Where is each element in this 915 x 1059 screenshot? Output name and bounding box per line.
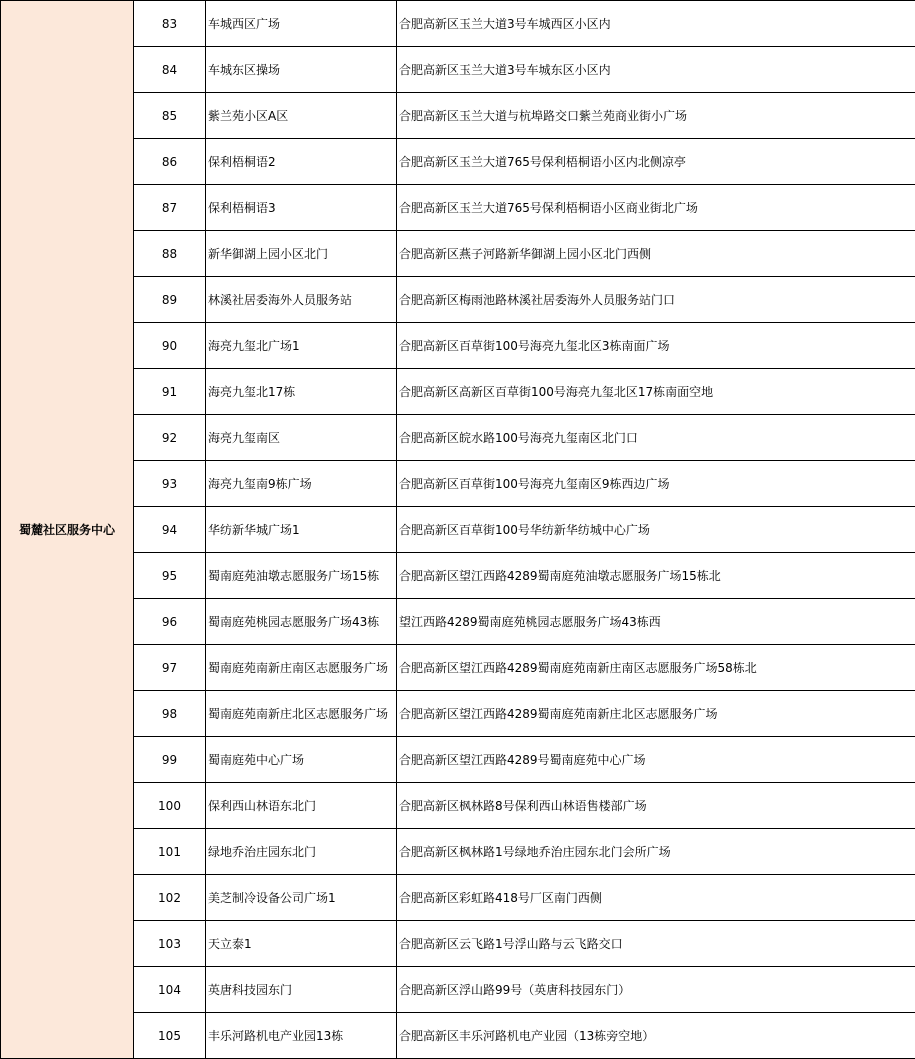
site-name: 蜀南庭苑中心广场 [206,737,397,783]
table-row [1,875,915,921]
row-number: 91 [134,369,206,415]
table-row [1,921,915,967]
row-number: 105 [134,1013,206,1059]
site-address: 合肥高新区望江西路4289蜀南庭苑南新庄南区志愿服务广场58栋北 [397,645,915,691]
site-name: 保利梧桐语3 [206,185,397,231]
row-number: 84 [134,47,206,93]
table-row [1,139,915,185]
row-number: 99 [134,737,206,783]
table-row [1,1,915,47]
table-row [1,461,915,507]
site-name: 美芝制冷设备公司广场1 [206,875,397,921]
row-number: 102 [134,875,206,921]
row-number: 95 [134,553,206,599]
table-row [1,783,915,829]
table-row [1,691,915,737]
row-number: 97 [134,645,206,691]
site-address: 合肥高新区玉兰大道765号保利梧桐语小区内北侧凉亭 [397,139,915,185]
site-address: 合肥高新区彩虹路418号厂区南门西侧 [397,875,915,921]
row-number: 89 [134,277,206,323]
site-address: 合肥高新区百草街100号海亮九玺北区3栋南面广场 [397,323,915,369]
row-number: 92 [134,415,206,461]
row-number: 85 [134,93,206,139]
site-address: 合肥高新区浮山路99号（英唐科技园东门） [397,967,915,1013]
table-row [1,231,915,277]
table-row [1,47,915,93]
row-number: 94 [134,507,206,553]
table-row [1,323,915,369]
site-name: 车城西区广场 [206,1,397,47]
site-address: 合肥高新区云飞路1号浮山路与云飞路交口 [397,921,915,967]
table-row [1,93,915,139]
table-body [1,1,915,1059]
site-address: 合肥高新区枫林路1号绿地乔治庄园东北门会所广场 [397,829,915,875]
row-number: 87 [134,185,206,231]
site-address: 合肥高新区百草街100号海亮九玺南区9栋西边广场 [397,461,915,507]
row-number: 101 [134,829,206,875]
site-address: 合肥高新区梅雨池路林溪社居委海外人员服务站门口 [397,277,915,323]
site-address: 合肥高新区望江西路4289蜀南庭苑油墩志愿服务广场15栋北 [397,553,915,599]
site-name: 保利西山林语东北门 [206,783,397,829]
row-number: 103 [134,921,206,967]
site-address: 合肥高新区百草街100号华纺新华纺城中心广场 [397,507,915,553]
row-number: 104 [134,967,206,1013]
table-row [1,277,915,323]
site-address: 合肥高新区玉兰大道765号保利梧桐语小区商业街北广场 [397,185,915,231]
site-name: 蜀南庭苑油墩志愿服务广场15栋 [206,553,397,599]
site-address: 合肥高新区皖水路100号海亮九玺南区北门口 [397,415,915,461]
site-name: 华纺新华城广场1 [206,507,397,553]
site-name: 天立泰1 [206,921,397,967]
site-name: 海亮九玺南区 [206,415,397,461]
table-row [1,185,915,231]
site-name: 新华御湖上园小区北门 [206,231,397,277]
site-address: 合肥高新区高新区百草街100号海亮九玺北区17栋南面空地 [397,369,915,415]
service-center-cell: 蜀麓社区服务中心 [1,1,134,1059]
site-address: 望江西路4289蜀南庭苑桃园志愿服务广场43栋西 [397,599,915,645]
table-row [1,415,915,461]
table-row [1,645,915,691]
site-name: 蜀南庭苑南新庄南区志愿服务广场 [206,645,397,691]
site-name: 车城东区操场 [206,47,397,93]
site-name: 蜀南庭苑南新庄北区志愿服务广场 [206,691,397,737]
site-name: 紫兰苑小区A区 [206,93,397,139]
site-address: 合肥高新区玉兰大道与杭埠路交口紫兰苑商业街小广场 [397,93,915,139]
site-name: 海亮九玺南9栋广场 [206,461,397,507]
site-address: 合肥高新区玉兰大道3号车城东区小区内 [397,47,915,93]
site-name: 丰乐河路机电产业园13栋 [206,1013,397,1059]
site-name: 绿地乔治庄园东北门 [206,829,397,875]
site-name: 蜀南庭苑桃园志愿服务广场43栋 [206,599,397,645]
site-address: 合肥高新区望江西路4289号蜀南庭苑中心广场 [397,737,915,783]
row-number: 100 [134,783,206,829]
row-number: 90 [134,323,206,369]
site-name: 海亮九玺北广场1 [206,323,397,369]
table-row [1,737,915,783]
row-number: 88 [134,231,206,277]
site-name: 英唐科技园东门 [206,967,397,1013]
row-number: 96 [134,599,206,645]
table-row [1,967,915,1013]
row-number: 93 [134,461,206,507]
table-row [1,599,915,645]
table-row [1,369,915,415]
table-row [1,1013,915,1059]
site-address: 合肥高新区枫林路8号保利西山林语售楼部广场 [397,783,915,829]
site-name: 林溪社居委海外人员服务站 [206,277,397,323]
site-address: 合肥高新区望江西路4289蜀南庭苑南新庄北区志愿服务广场 [397,691,915,737]
site-address: 合肥高新区燕子河路新华御湖上园小区北门西侧 [397,231,915,277]
table-row [1,553,915,599]
site-name: 海亮九玺北17栋 [206,369,397,415]
table-row [1,507,915,553]
site-address: 合肥高新区玉兰大道3号车城西区小区内 [397,1,915,47]
row-number: 86 [134,139,206,185]
row-number: 83 [134,1,206,47]
row-number: 98 [134,691,206,737]
site-name: 保利梧桐语2 [206,139,397,185]
site-address: 合肥高新区丰乐河路机电产业园（13栋旁空地） [397,1013,915,1059]
table-row [1,829,915,875]
